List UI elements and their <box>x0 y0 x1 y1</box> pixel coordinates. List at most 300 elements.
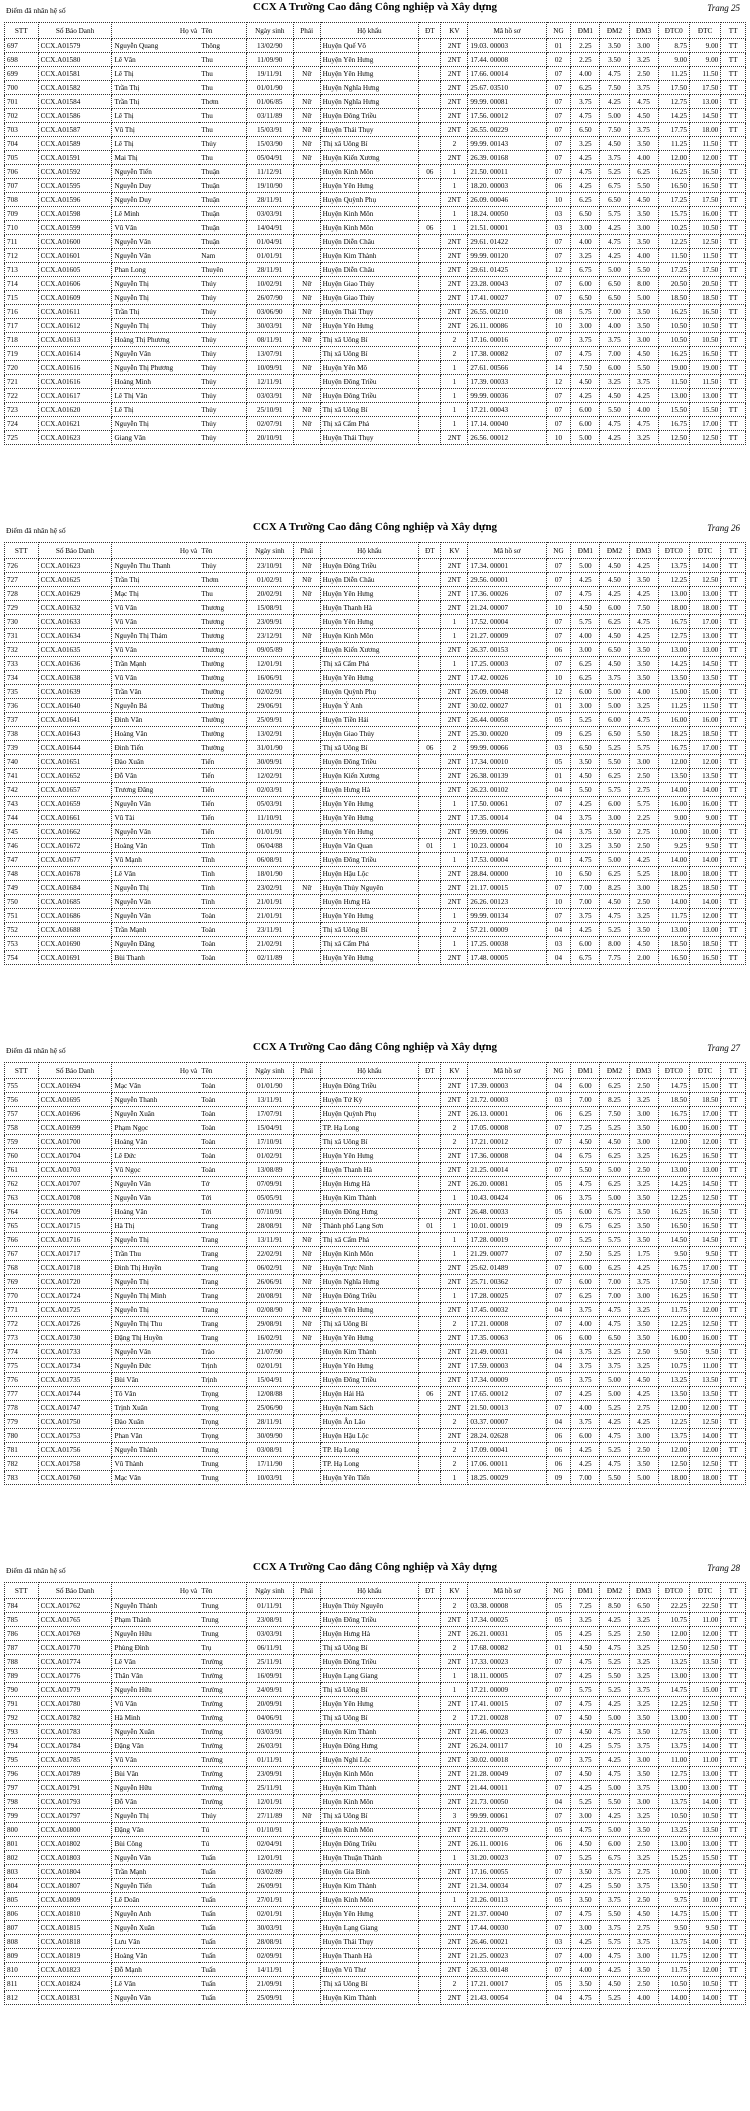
cell-kv: 2NT <box>441 1795 468 1809</box>
cell-dt <box>419 713 441 727</box>
cell-ma-ho-so: 17.45. 00032 <box>468 1303 546 1317</box>
cell-stt: 702 <box>5 109 39 123</box>
cell-ng: 01 <box>546 39 571 53</box>
cell-stt: 802 <box>5 1851 39 1865</box>
cell-dm2: 4.25 <box>600 1963 629 1977</box>
cell-dt <box>419 123 441 137</box>
cell-dm3: 1.75 <box>629 1247 658 1261</box>
table-row <box>5 573 746 587</box>
cell-stt: 796 <box>5 1767 39 1781</box>
cell-ngay-sinh: 21/01/91 <box>246 895 293 909</box>
cell-sbd: CCX.A01613 <box>38 333 112 347</box>
cell-ngay-sinh: 12/02/91 <box>246 769 293 783</box>
cell-ten: Trang <box>199 1275 246 1289</box>
cell-dtc: 13.50 <box>689 1373 720 1387</box>
table-row <box>5 769 746 783</box>
table-row <box>5 1641 746 1655</box>
cell-dtc: 13.50 <box>689 671 720 685</box>
cell-dt <box>419 825 441 839</box>
table-row <box>5 39 746 53</box>
cell-dtc: 16.00 <box>689 1121 720 1135</box>
cell-ten: Toàn <box>199 1149 246 1163</box>
cell-stt: 718 <box>5 333 39 347</box>
page-subtitle: Điểm đã nhân hệ số <box>6 1566 66 1575</box>
cell-kv: 2 <box>441 741 468 755</box>
cell-dm1: 4.50 <box>571 1711 600 1725</box>
cell-dtc: 14.00 <box>689 1795 720 1809</box>
cell-sbd: CCX.A01589 <box>38 137 112 151</box>
cell-tt: TT <box>721 67 746 81</box>
col-header-phai: Phái <box>293 23 320 39</box>
cell-tt: TT <box>721 137 746 151</box>
cell-ngay-sinh: 01/06/85 <box>246 95 293 109</box>
cell-ngay-sinh: 20/10/91 <box>246 431 293 445</box>
cell-ngay-sinh: 14/04/91 <box>246 221 293 235</box>
cell-dm2: 5.25 <box>600 1401 629 1415</box>
cell-tt: TT <box>721 193 746 207</box>
cell-dtc0: 12.25 <box>658 573 689 587</box>
cell-dtc: 13.00 <box>689 1767 720 1781</box>
cell-ma-ho-so: 26.23. 00102 <box>468 783 546 797</box>
cell-tt: TT <box>721 1837 746 1851</box>
cell-ho-khau: Thị xã Cẩm Phả <box>320 937 419 951</box>
cell-kv: 1 <box>441 657 468 671</box>
cell-sbd: CCX.A01726 <box>38 1317 112 1331</box>
cell-kv: 2NT <box>441 277 468 291</box>
cell-ho-khau: Huyện Tứ Kỳ <box>320 1093 419 1107</box>
cell-sbd: CCX.A01632 <box>38 601 112 615</box>
cell-dm1: 6.00 <box>571 277 600 291</box>
cell-kv: 2NT <box>441 1205 468 1219</box>
cell-ten: Trung <box>199 1443 246 1457</box>
cell-stt: 736 <box>5 699 39 713</box>
cell-ma-ho-so: 17.36. 00008 <box>468 1149 546 1163</box>
cell-tt: TT <box>721 1289 746 1303</box>
cell-ho: Lê Đức <box>112 1149 199 1163</box>
cell-ho: Đinh Thị Huyền <box>112 1261 199 1275</box>
cell-ng: 07 <box>546 1963 571 1977</box>
cell-ho: Đặng Thị Huyền <box>112 1331 199 1345</box>
cell-ng: 10 <box>546 671 571 685</box>
cell-dm2: 3.50 <box>600 53 629 67</box>
cell-phai <box>293 1093 320 1107</box>
cell-dtc: 13.00 <box>689 923 720 937</box>
cell-phai <box>293 53 320 67</box>
cell-dm3: 3.25 <box>629 1669 658 1683</box>
cell-ngay-sinh: 03/11/89 <box>246 109 293 123</box>
cell-dt <box>419 291 441 305</box>
cell-stt: 731 <box>5 629 39 643</box>
cell-dm3: 3.75 <box>629 1781 658 1795</box>
cell-dtc0: 13.00 <box>658 389 689 403</box>
cell-phai <box>293 951 320 965</box>
cell-dtc: 12.00 <box>689 755 720 769</box>
cell-ma-ho-so: 26.33. 00148 <box>468 1963 546 1977</box>
cell-sbd: CCX.A01584 <box>38 95 112 109</box>
cell-ma-ho-so: 17.36. 00026 <box>468 587 546 601</box>
cell-ho-khau: Huyện Yên Hưng <box>320 615 419 629</box>
cell-ho: Nguyễn Bá <box>112 699 199 713</box>
cell-stt: 764 <box>5 1205 39 1219</box>
cell-tt: TT <box>721 81 746 95</box>
cell-ng: 07 <box>546 67 571 81</box>
cell-stt: 787 <box>5 1641 39 1655</box>
cell-ma-ho-so: 99.99. 00066 <box>468 741 546 755</box>
cell-dt <box>419 319 441 333</box>
cell-dtc: 16.50 <box>689 347 720 361</box>
cell-ho-khau: Huyện Kinh Môn <box>320 207 419 221</box>
cell-dm1: 4.00 <box>571 1963 600 1977</box>
cell-stt: 791 <box>5 1697 39 1711</box>
cell-ho: Nguyễn Thị <box>112 417 199 431</box>
cell-tt: TT <box>721 1655 746 1669</box>
cell-ten: Thu <box>199 151 246 165</box>
cell-ngay-sinh: 21/02/91 <box>246 937 293 951</box>
cell-dtc: 15.00 <box>689 685 720 699</box>
col-header-ma-ho-so: Mã hồ sơ <box>468 543 546 559</box>
cell-tt: TT <box>721 755 746 769</box>
cell-tt: TT <box>721 937 746 951</box>
cell-stt: 758 <box>5 1121 39 1135</box>
cell-dtc0: 18.00 <box>658 1471 689 1485</box>
cell-dm2: 6.25 <box>600 1177 629 1191</box>
cell-tt: TT <box>721 109 746 123</box>
table-row <box>5 319 746 333</box>
cell-ng: 07 <box>546 1275 571 1289</box>
cell-phai: Nữ <box>293 67 320 81</box>
cell-stt: 748 <box>5 867 39 881</box>
table-row <box>5 389 746 403</box>
cell-ten: Trường <box>199 1739 246 1753</box>
cell-ng: 07 <box>546 1401 571 1415</box>
cell-kv: 2NT <box>441 1921 468 1935</box>
cell-dm3: 4.00 <box>629 403 658 417</box>
cell-dm2: 4.50 <box>600 629 629 643</box>
table-row <box>5 137 746 151</box>
cell-tt: TT <box>721 1471 746 1485</box>
cell-tt: TT <box>721 1457 746 1471</box>
cell-phai: Nữ <box>293 1219 320 1233</box>
cell-phai <box>293 1415 320 1429</box>
cell-stt: 770 <box>5 1289 39 1303</box>
cell-dm2: 4.50 <box>600 389 629 403</box>
cell-sbd: CCX.A01600 <box>38 235 112 249</box>
cell-dm3: 3.50 <box>629 923 658 937</box>
table-row <box>5 1093 746 1107</box>
cell-ho-khau: Huyện Nghĩa Hưng <box>320 1275 419 1289</box>
table-row <box>5 1893 746 1907</box>
cell-dtc0: 10.00 <box>658 825 689 839</box>
cell-ngay-sinh: 27/01/91 <box>246 1893 293 1907</box>
cell-ngay-sinh: 13/11/91 <box>246 1093 293 1107</box>
cell-ngay-sinh: 02/01/91 <box>246 1907 293 1921</box>
cell-ho: Lê Thị <box>112 67 199 81</box>
cell-dtc0: 12.75 <box>658 95 689 109</box>
cell-dtc: 11.50 <box>689 699 720 713</box>
cell-sbd: CCX.A01750 <box>38 1415 112 1429</box>
cell-ng: 07 <box>546 1711 571 1725</box>
cell-ng: 03 <box>546 207 571 221</box>
cell-phai <box>293 1177 320 1191</box>
cell-ten: Thủy <box>199 333 246 347</box>
cell-dm1: 6.00 <box>571 1205 600 1219</box>
col-header-tt: TT <box>721 23 746 39</box>
cell-ten: Thuận <box>199 221 246 235</box>
col-header-ngay-sinh: Ngày sinh <box>246 1063 293 1079</box>
cell-ho: Lê Văn <box>112 53 199 67</box>
cell-dt <box>419 783 441 797</box>
cell-dtc0: 11.75 <box>658 909 689 923</box>
cell-ngay-sinh: 26/09/91 <box>246 1879 293 1893</box>
cell-dm3: 3.00 <box>629 1107 658 1121</box>
cell-dtc0: 9.25 <box>658 839 689 853</box>
cell-dtc: 11.00 <box>689 1613 720 1627</box>
cell-dtc: 14.50 <box>689 109 720 123</box>
cell-dm2: 4.75 <box>600 1725 629 1739</box>
cell-dtc: 9.50 <box>689 839 720 853</box>
cell-ma-ho-so: 26.38. 00139 <box>468 769 546 783</box>
cell-ng: 06 <box>546 1837 571 1851</box>
cell-ma-ho-so: 21.49. 00031 <box>468 1345 546 1359</box>
col-header-ten: Tên <box>199 1063 246 1079</box>
cell-ma-ho-so: 31.20. 00023 <box>468 1851 546 1865</box>
cell-dtc: 18.50 <box>689 291 720 305</box>
cell-dm1: 3.50 <box>571 755 600 769</box>
cell-dtc0: 16.75 <box>658 741 689 755</box>
cell-tt: TT <box>721 741 746 755</box>
cell-dm2: 6.00 <box>600 601 629 615</box>
cell-dm2: 3.50 <box>600 839 629 853</box>
cell-stt: 723 <box>5 403 39 417</box>
cell-kv: 2NT <box>441 1767 468 1781</box>
cell-dm3: 4.00 <box>629 1991 658 2005</box>
cell-ngay-sinh: 01/01/90 <box>246 81 293 95</box>
cell-dm2: 6.25 <box>600 867 629 881</box>
cell-ho-khau: Huyện Yên Hưng <box>320 1303 419 1317</box>
table-row <box>5 1851 746 1865</box>
cell-kv: 1 <box>441 207 468 221</box>
cell-dtc: 16.50 <box>689 305 720 319</box>
cell-ho-khau: Huyện Ân Lão <box>320 1415 419 1429</box>
cell-ngay-sinh: 17/11/90 <box>246 1457 293 1471</box>
cell-stt: 790 <box>5 1683 39 1697</box>
cell-dm2: 5.25 <box>600 923 629 937</box>
cell-ng: 06 <box>546 1331 571 1345</box>
cell-ho-khau: Huyện Văn Quan <box>320 839 419 853</box>
cell-ma-ho-so: 99.99. 00134 <box>468 909 546 923</box>
cell-ngay-sinh: 11/10/91 <box>246 811 293 825</box>
cell-kv: 2NT <box>441 1177 468 1191</box>
cell-ma-ho-so: 99.99. 00096 <box>468 825 546 839</box>
cell-dm3: 2.50 <box>629 769 658 783</box>
table-row <box>5 1387 746 1401</box>
cell-ngay-sinh: 03/03/91 <box>246 389 293 403</box>
cell-dtc0: 16.75 <box>658 615 689 629</box>
cell-stt: 698 <box>5 53 39 67</box>
table-row <box>5 291 746 305</box>
cell-tt: TT <box>721 1219 746 1233</box>
cell-ho: Nguyễn Văn <box>112 1851 199 1865</box>
cell-sbd: CCX.A01661 <box>38 811 112 825</box>
cell-tt: TT <box>721 1429 746 1443</box>
cell-ngay-sinh: 10/02/91 <box>246 277 293 291</box>
cell-ng: 07 <box>546 109 571 123</box>
cell-tt: TT <box>721 1613 746 1627</box>
cell-tt: TT <box>721 1205 746 1219</box>
cell-phai: Nữ <box>293 1331 320 1345</box>
cell-dm2: 6.00 <box>600 361 629 375</box>
cell-dt <box>419 1457 441 1471</box>
cell-dm1: 4.50 <box>571 1135 600 1149</box>
cell-ten: Toàn <box>199 937 246 951</box>
col-header-dt: ĐT <box>419 1583 441 1599</box>
cell-ngay-sinh: 28/11/91 <box>246 1415 293 1429</box>
cell-ten: Thường <box>199 727 246 741</box>
cell-ho: Hoàng Văn <box>112 839 199 853</box>
cell-ho-khau: Huyện Hưng Hà <box>320 895 419 909</box>
cell-phai <box>293 671 320 685</box>
cell-dtc: 18.50 <box>689 937 720 951</box>
table-row <box>5 123 746 137</box>
table-row <box>5 333 746 347</box>
cell-dm2: 4.75 <box>600 1949 629 1963</box>
cell-kv: 2NT <box>441 1345 468 1359</box>
cell-dm2: 4.25 <box>600 221 629 235</box>
table-row <box>5 1977 746 1991</box>
cell-ngay-sinh: 06/02/91 <box>246 1261 293 1275</box>
cell-ho-khau: Huyện Kim Thành <box>320 1725 419 1739</box>
cell-dm3: 2.50 <box>629 1977 658 1991</box>
cell-ma-ho-so: 17.21. 00012 <box>468 1135 546 1149</box>
cell-dm1: 6.50 <box>571 867 600 881</box>
cell-dt <box>419 389 441 403</box>
cell-sbd: CCX.A01633 <box>38 615 112 629</box>
cell-tt: TT <box>721 1093 746 1107</box>
cell-phai <box>293 1599 320 1613</box>
cell-dm3: 2.50 <box>629 1443 658 1457</box>
cell-ng: 07 <box>546 615 571 629</box>
cell-stt: 728 <box>5 587 39 601</box>
page-label: Trang <box>707 1563 729 1573</box>
cell-ma-ho-so: 19.03. 00003 <box>468 39 546 53</box>
cell-sbd: CCX.A01807 <box>38 1879 112 1893</box>
cell-stt: 777 <box>5 1387 39 1401</box>
cell-dm3: 3.75 <box>629 1879 658 1893</box>
cell-ma-ho-so: 17.21. 00017 <box>468 1977 546 1991</box>
cell-ho: Trần Mạnh <box>112 1865 199 1879</box>
cell-phai <box>293 1613 320 1627</box>
cell-phai <box>293 601 320 615</box>
cell-sbd: CCX.A01591 <box>38 151 112 165</box>
cell-ten: Trang <box>199 1247 246 1261</box>
cell-ho: Nguyễn Thị <box>112 1233 199 1247</box>
cell-phai <box>293 1697 320 1711</box>
cell-ten: Tuấn <box>199 1879 246 1893</box>
cell-ng: 07 <box>546 1247 571 1261</box>
cell-dm1: 4.75 <box>571 1991 600 2005</box>
page-header <box>4 1040 746 1062</box>
cell-kv: 2 <box>441 1977 468 1991</box>
cell-tt: TT <box>721 909 746 923</box>
cell-kv: 1 <box>441 1289 468 1303</box>
cell-dm2: 6.25 <box>600 1149 629 1163</box>
cell-ho: Tô Văn <box>112 1387 199 1401</box>
table-row <box>5 839 746 853</box>
cell-dt <box>419 235 441 249</box>
cell-dt <box>419 109 441 123</box>
cell-kv: 2NT <box>441 1725 468 1739</box>
cell-ma-ho-so: 28.24. 02628 <box>468 1429 546 1443</box>
cell-ho: Hoàng Văn <box>112 727 199 741</box>
cell-dtc: 18.50 <box>689 881 720 895</box>
cell-stt: 774 <box>5 1345 39 1359</box>
cell-stt: 750 <box>5 895 39 909</box>
cell-dtc: 12.00 <box>689 1443 720 1457</box>
cell-ngay-sinh: 01/11/91 <box>246 1599 293 1613</box>
cell-dt <box>419 1655 441 1669</box>
cell-phai: Nữ <box>293 137 320 151</box>
cell-ma-ho-so: 21.25. 00014 <box>468 1163 546 1177</box>
cell-phai <box>293 347 320 361</box>
table-row <box>5 1599 746 1613</box>
cell-ten: Thủy <box>199 559 246 573</box>
cell-ngay-sinh: 03/06/90 <box>246 305 293 319</box>
table-row <box>5 109 746 123</box>
cell-sbd: CCX.A01677 <box>38 853 112 867</box>
cell-ho: Lưu Văn <box>112 1935 199 1949</box>
cell-ten: Toàn <box>199 1107 246 1121</box>
cell-kv: 2NT <box>441 1387 468 1401</box>
cell-ho-khau: Huyện Nam Sách <box>320 1401 419 1415</box>
cell-sbd: CCX.A01641 <box>38 713 112 727</box>
cell-ho: Nguyễn Văn <box>112 1191 199 1205</box>
col-header-phai: Phái <box>293 1063 320 1079</box>
cell-dtc: 17.50 <box>689 263 720 277</box>
cell-dtc: 18.50 <box>689 1093 720 1107</box>
cell-sbd: CCX.A01672 <box>38 839 112 853</box>
cell-ma-ho-so: 26.37. 00153 <box>468 643 546 657</box>
cell-dm3: 3.25 <box>629 1613 658 1627</box>
cell-dtc: 13.00 <box>689 629 720 643</box>
cell-stt: 806 <box>5 1907 39 1921</box>
cell-sbd: CCX.A01580 <box>38 53 112 67</box>
cell-ho: Nguyễn Xuân <box>112 1725 199 1739</box>
cell-ma-ho-so: 21.26. 00113 <box>468 1893 546 1907</box>
cell-ho: Nguyễn Đức <box>112 1359 199 1373</box>
cell-stt: 805 <box>5 1893 39 1907</box>
cell-ng: 06 <box>546 1107 571 1121</box>
cell-sbd: CCX.A01614 <box>38 347 112 361</box>
cell-ng: 03 <box>546 937 571 951</box>
table-row <box>5 1303 746 1317</box>
cell-dtc0: 13.25 <box>658 1823 689 1837</box>
cell-kv: 2NT <box>441 53 468 67</box>
table-row <box>5 1359 746 1373</box>
cell-sbd: CCX.A01810 <box>38 1907 112 1921</box>
table-row <box>5 1711 746 1725</box>
cell-dm2: 7.00 <box>600 1275 629 1289</box>
cell-ma-ho-so: 17.34. 00009 <box>468 1373 546 1387</box>
cell-ten: Trường <box>199 1683 246 1697</box>
cell-sbd: CCX.A01756 <box>38 1443 112 1457</box>
cell-dm3: 3.50 <box>629 1457 658 1471</box>
cell-dm1: 4.50 <box>571 1725 600 1739</box>
cell-kv: 2NT <box>441 783 468 797</box>
cell-tt: TT <box>721 769 746 783</box>
cell-stt: 713 <box>5 263 39 277</box>
cell-ho-khau: Huyện Đông Triều <box>320 1837 419 1851</box>
col-header-dm1: ĐM1 <box>571 1063 600 1079</box>
